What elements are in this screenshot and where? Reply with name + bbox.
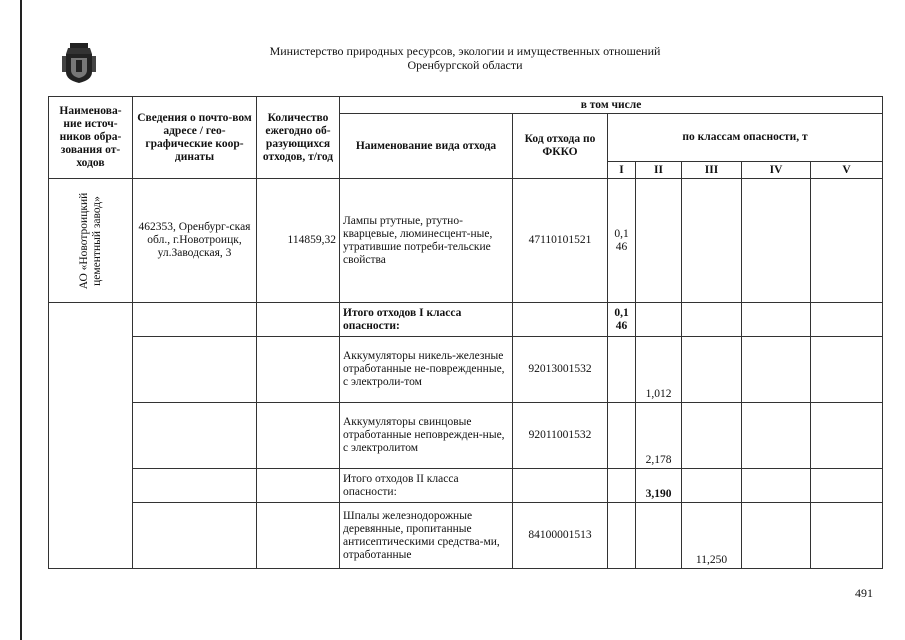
- class-5-cell: [811, 469, 883, 503]
- class-2-cell: [636, 503, 682, 569]
- class-5-cell: [811, 403, 883, 469]
- page-edge-line: [20, 0, 22, 640]
- header-region: Оренбургской области: [407, 58, 523, 72]
- class-4-cell: [742, 503, 811, 569]
- table-row: [49, 403, 883, 469]
- class-3-cell: 11,250: [682, 503, 742, 569]
- address-cell: 462353, Оренбург-ская обл., г.Новотроицк, ул.Заводская, 3: [133, 179, 257, 303]
- class-5-cell: [811, 503, 883, 569]
- address-cell-empty: [133, 337, 257, 403]
- table-row: [49, 179, 883, 303]
- class-2-cell: 1,012: [636, 337, 682, 403]
- address-cell-empty: [133, 403, 257, 469]
- class-5-cell: [811, 303, 883, 337]
- quantity-cell: 114859,32: [257, 179, 340, 303]
- class-2-cell: 2,178: [636, 403, 682, 469]
- fkko-code-cell: [513, 469, 608, 503]
- fkko-code-cell: 47110101521: [513, 179, 608, 303]
- waste-name-cell: Лампы ртутные, ртутно-кварцевые, люминесцент-ные, утратившие потреби-тельские свойства: [340, 179, 513, 303]
- header-waste-name: Наименование вида отхода: [340, 114, 513, 179]
- header-address: Сведения о почто-вом адресе / гео-графические коор-динаты: [133, 97, 257, 179]
- document-header: [200, 44, 730, 72]
- class-1-cell: 0,1 46: [608, 179, 636, 303]
- waste-name-cell: Шпалы железнодорожные деревянные, пропитанные антисептическими средства-ми, отработанные: [340, 503, 513, 569]
- header-by-class: по классам опасности, т: [608, 114, 883, 162]
- waste-table: [48, 96, 883, 569]
- table-row: [49, 303, 883, 337]
- header-class-5: V: [811, 162, 883, 179]
- waste-name-cell: Итого отходов II класса опасности:: [340, 469, 513, 503]
- class-2-cell: [636, 179, 682, 303]
- waste-name-cell: Итого отходов I класса опасности:: [340, 303, 513, 337]
- class-2-cell: [636, 303, 682, 337]
- class-3-cell: [682, 337, 742, 403]
- header-fkko-code: Код отхода по ФККО: [513, 114, 608, 179]
- class-4-cell: [742, 403, 811, 469]
- class-1-cell: [608, 469, 636, 503]
- address-cell-empty: [133, 469, 257, 503]
- organization-name: АО «Новотроицкий цементный завод»: [77, 192, 103, 289]
- class-4-cell: [742, 337, 811, 403]
- address-cell-empty: [133, 303, 257, 337]
- waste-name-cell: Аккумуляторы свинцовые отработанные неповрежден-ные, с электролитом: [340, 403, 513, 469]
- class-4-cell: [742, 179, 811, 303]
- class-3-cell: [682, 303, 742, 337]
- quantity-cell-empty: [257, 469, 340, 503]
- fkko-code-cell: 92011001532: [513, 403, 608, 469]
- quantity-cell-empty: [257, 403, 340, 469]
- organization-cell-continued: [49, 303, 133, 569]
- coat-of-arms-icon: [62, 40, 96, 84]
- page-number: 491: [855, 586, 873, 600]
- header-source-name: Наименова-ние источ-ников обра-зования от-ходов: [49, 97, 133, 179]
- header-class-1: I: [608, 162, 636, 179]
- header-including: в том числе: [340, 97, 883, 114]
- table-row: [49, 469, 883, 503]
- header-row-1: [49, 97, 883, 114]
- class-1-cell: [608, 503, 636, 569]
- class-4-cell: [742, 303, 811, 337]
- table-row: [49, 503, 883, 569]
- header-ministry: Министерство природных ресурсов, экологии и имущественных отношений: [269, 44, 661, 58]
- organization-cell: [49, 179, 133, 303]
- table-row: [49, 337, 883, 403]
- header-class-4: IV: [742, 162, 811, 179]
- class-4-cell: [742, 469, 811, 503]
- class-3-cell: [682, 179, 742, 303]
- header-class-2: II: [636, 162, 682, 179]
- waste-name-cell: Аккумуляторы никель-железные отработанные не-поврежденные, с электроли-том: [340, 337, 513, 403]
- fkko-code-cell: [513, 303, 608, 337]
- class-1-cell: [608, 403, 636, 469]
- fkko-code-cell: 92013001532: [513, 337, 608, 403]
- class-5-cell: [811, 179, 883, 303]
- class-3-cell: [682, 469, 742, 503]
- header-quantity: Количество ежегодно об-разующихся отходов, т/год: [257, 97, 340, 179]
- class-3-cell: [682, 403, 742, 469]
- class-1-cell: [608, 337, 636, 403]
- class-1-cell: 0,1 46: [608, 303, 636, 337]
- quantity-cell-empty: [257, 337, 340, 403]
- fkko-code-cell: 84100001513: [513, 503, 608, 569]
- header-class-3: III: [682, 162, 742, 179]
- quantity-cell-empty: [257, 503, 340, 569]
- quantity-cell-empty: [257, 303, 340, 337]
- address-cell-empty: [133, 503, 257, 569]
- class-2-cell: 3,190: [636, 469, 682, 503]
- class-5-cell: [811, 337, 883, 403]
